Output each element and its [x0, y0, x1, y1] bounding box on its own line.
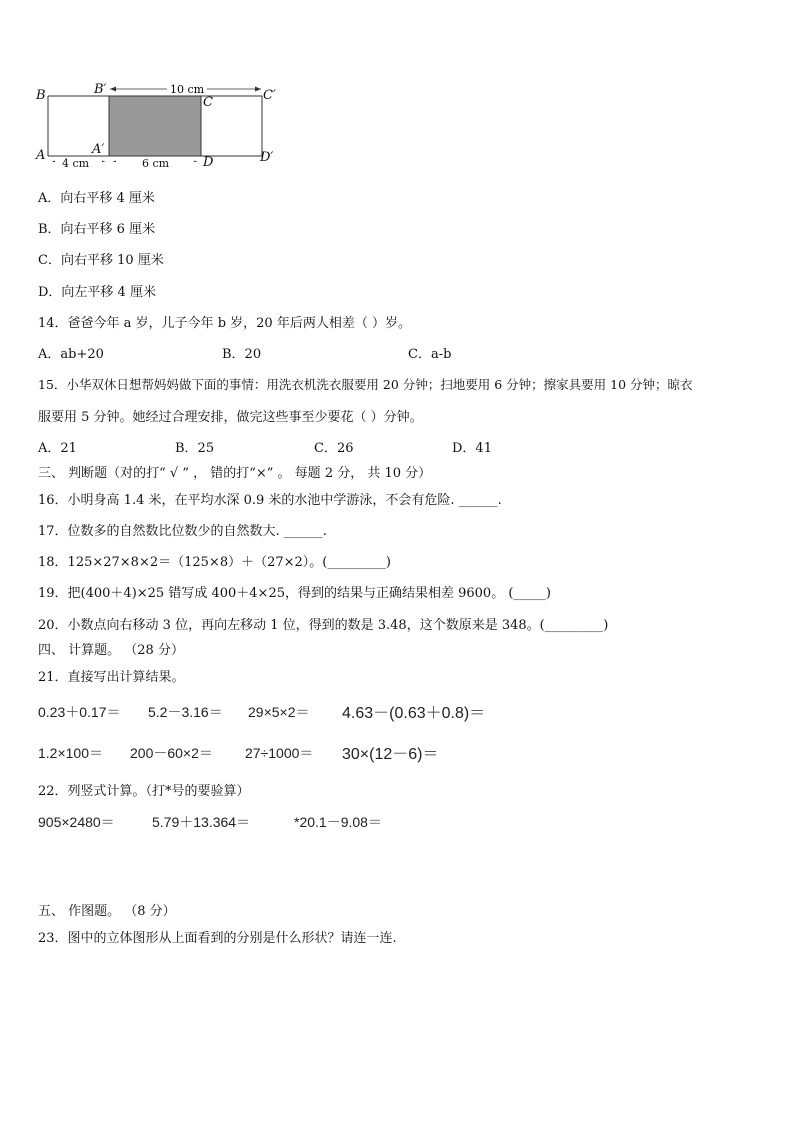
q15-stem-line1: 15．小华双休日想帮妈妈做下面的事情：用洗衣机洗衣服要用 20 分钟；扫地要用 6 分钟；擦家具要用 10 分钟；晾衣	[38, 377, 693, 392]
q18: 18．125×27×8×2＝（125×8）＋（27×2）。(_________)	[38, 555, 391, 570]
q21-expr-2: 5.2－3.16＝	[148, 704, 223, 720]
q21-stem: 21．直接写出计算结果。	[38, 670, 185, 685]
q15-stem-line2: 服要用 5 分钟。她经过合理安排，做完这些事至少要花（ ）分钟。	[38, 410, 423, 425]
section-4-heading: 四、 计算题。 （28 分）	[38, 643, 184, 658]
arrow-right-head	[255, 87, 261, 92]
label-B-prime: B′	[94, 82, 107, 97]
q19: 19．把(400＋4)×25 错写成 400＋4×25，得到的结果与正确结果相差 9600。 (_____)	[38, 586, 551, 601]
q14-stem: 14．爸爸今年 a 岁，儿子今年 b 岁，20 年后两人相差（ ）岁。	[38, 316, 411, 331]
label-A: A	[36, 148, 46, 163]
q21-expr-1: 0.23＋0.17＝	[38, 704, 121, 720]
q22-expr-1: 905×2480＝	[38, 814, 115, 830]
q13-option-d: D．向左平移 4 厘米	[38, 285, 156, 300]
q23: 23．图中的立体图形从上面看到的分别是什么形状？请连一连.	[38, 931, 397, 946]
q14-option-a: A．ab+20	[38, 347, 104, 362]
q15-option-c: C．26	[314, 441, 354, 456]
shaded-rectangle	[109, 96, 201, 156]
label-D: D	[203, 155, 214, 170]
q22-expr-3: *20.1－9.08＝	[294, 814, 382, 830]
q21-expr-8: 30×(12－6)＝	[342, 746, 439, 763]
q15-option-a: A．21	[38, 441, 77, 456]
q13-option-b: B．向右平移 6 厘米	[38, 222, 156, 237]
q21-expr-3: 29×5×2＝	[248, 704, 310, 720]
q14-option-c: C．a-b	[408, 347, 452, 362]
q21-expr-4: 4.63－(0.63＋0.8)＝	[342, 705, 486, 722]
q15-option-b: B．25	[175, 441, 215, 456]
dim-mid-label: 6 cm	[142, 157, 170, 170]
label-D-prime: D′	[260, 150, 274, 165]
section-3-heading: 三、 判断题（对的打“ √ ” ， 错的打“×” 。 每题 2 分， 共 10 分）	[38, 466, 432, 481]
dim-top-label: 10 cm	[169, 83, 205, 96]
q20: 20．小数点向右移动 3 位，再向左移动 1 位，得到的数是 3.48，这个数原来是 348。(_________)	[38, 618, 609, 633]
q21-expr-6: 200－60×2＝	[130, 745, 213, 761]
label-B: B	[36, 88, 46, 103]
q16: 16．小明身高 1.4 米，在平均水深 0.9 米的水池中学游泳，不会有危险. ______.	[38, 493, 502, 508]
q17: 17．位数多的自然数比位数少的自然数大. ______.	[38, 524, 327, 539]
q13-option-c: C．向右平移 10 厘米	[38, 253, 164, 268]
dim-left-label: 4 cm	[62, 157, 90, 170]
section-5-heading: 五、 作图题。 （8 分）	[38, 904, 176, 919]
q22-stem: 22．列竖式计算。（打*号的要验算）	[38, 784, 250, 799]
label-A-prime: A′	[92, 142, 105, 157]
q13-option-a: A．向右平移 4 厘米	[38, 191, 155, 206]
translation-figure	[30, 82, 330, 162]
arrow-left-head	[110, 87, 116, 92]
q21-expr-7: 27÷1000＝	[245, 745, 314, 761]
label-C-prime: C′	[263, 88, 276, 103]
q21-expr-5: 1.2×100＝	[38, 745, 103, 761]
q15-option-d: D．41	[452, 441, 492, 456]
label-C: C	[203, 95, 213, 110]
q22-expr-2: 5.79＋13.364＝	[152, 814, 251, 830]
q14-option-b: B．20	[222, 347, 262, 362]
